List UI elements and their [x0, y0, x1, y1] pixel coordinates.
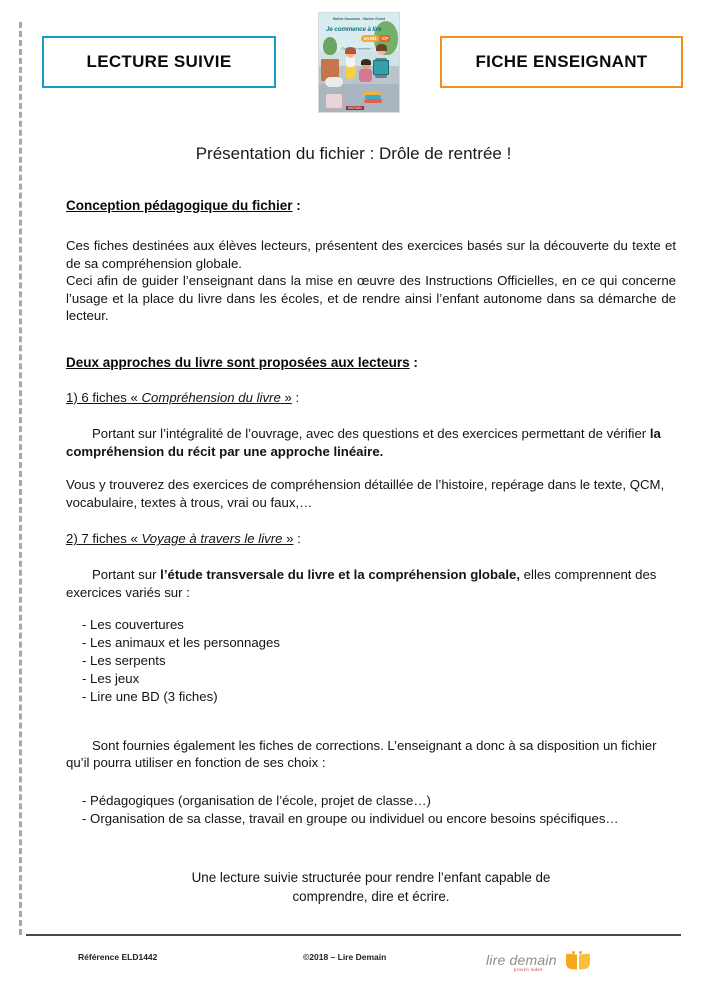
- section-heading-approches-colon: :: [409, 354, 418, 370]
- cover-level-badge: CP: [382, 36, 388, 41]
- approach-1-prefix: 1) 6 fiches «: [66, 389, 142, 405]
- approach-1-body-bold: la compréhension du récit par une approche linéaire.: [66, 425, 661, 459]
- paragraph-approach-2-body: [66, 566, 676, 601]
- cover-crate: [325, 93, 343, 109]
- lecture-suivie-badge: [42, 36, 276, 88]
- footer-copyright: ©2018 – Lire Demain: [303, 952, 387, 962]
- paragraph-conception-1: Ces fiches destinées aux élèves lecteurs, présentent des exercices basés sur la découverte du texte et de sa compréhension globale.: [66, 238, 676, 271]
- lire-demain-logo: [486, 946, 598, 976]
- list-item: - Les serpents: [82, 652, 166, 668]
- approach-1-suffix: »: [280, 389, 292, 405]
- approach-2-prefix: 2) 7 fiches «: [66, 531, 142, 547]
- closing-line-2: comprendre, dire et écrire.: [292, 889, 450, 905]
- cover-authors: Mathis Naumann - Marion Girard: [332, 17, 386, 21]
- book-cover-image: [318, 12, 400, 113]
- cover-publisher: NATHAN: [348, 106, 362, 110]
- approach-2-colon: :: [293, 531, 301, 547]
- cover-boy-book: [373, 60, 389, 75]
- corrections-bullet-list: [66, 792, 676, 828]
- approach-2-body-plain-2: elles comprennent des exercices variés sur :: [66, 567, 657, 600]
- approach-2-emphasis: Voyage à travers le livre: [141, 531, 283, 547]
- section-heading-approches-text: Deux approches du livre sont proposées aux lecteurs: [66, 354, 410, 370]
- fiche-enseignant-label: FICHE ENSEIGNANT: [475, 52, 648, 71]
- logo-tagline: proven ludes: [514, 967, 543, 972]
- cover-bd-badge: en BD: [361, 35, 379, 42]
- list-item: - Les jeux: [82, 671, 140, 687]
- section-heading-conception-text: Conception pédagogique du fichier: [66, 198, 293, 213]
- closing-line-1: Une lecture suivie structurée pour rendre l’enfant capable de: [191, 870, 551, 886]
- approach-2-suffix: »: [282, 531, 294, 547]
- footer-divider: [26, 934, 681, 936]
- approach-2-bullet-list: [66, 616, 676, 707]
- page-footer: [0, 946, 707, 986]
- paragraph-corrections-text: Sont fournies également les fiches de corrections. L’enseignant a donc à sa disposition un fichier qu’il pourra utiliser en fonction de ses choix :: [66, 737, 657, 771]
- section-heading-conception: [66, 198, 676, 213]
- paragraph-approach-1-body: [66, 425, 676, 460]
- book-sparkle-1: [572, 951, 575, 954]
- approach-1-colon: :: [291, 389, 300, 405]
- logo-wordmark: lire demain: [486, 952, 557, 968]
- approach-2-heading: [66, 531, 676, 546]
- page-title: Présentation du fichier : Drôle de rentrée !: [195, 144, 512, 163]
- document-body: [66, 198, 676, 906]
- section-heading-approches: [66, 355, 676, 370]
- book-page-right: [579, 953, 590, 969]
- approach-2-body-plain-1: Portant sur: [92, 567, 161, 583]
- list-item: - Pédagogiques (organisation de l’école, projet de classe…): [82, 792, 431, 808]
- section-heading-conception-colon: :: [292, 198, 301, 213]
- lecture-suivie-label: LECTURE SUIVIE: [86, 52, 232, 71]
- approach-1-body-plain: Portant sur l’intégralité de l’ouvrage, avec des questions et des exercices permettant de vérifier: [92, 425, 650, 441]
- page-header: [0, 0, 707, 125]
- cover-title: Je commence à lire: [326, 26, 382, 33]
- list-item: - Lire une BD (3 fiches): [82, 689, 218, 705]
- footer-reference: Référence ELD1442: [78, 952, 158, 962]
- approach-1-emphasis: Compréhension du livre: [141, 389, 281, 405]
- list-item: - Les couvertures: [82, 616, 184, 632]
- list-item: - Les animaux et les personnages: [82, 634, 280, 650]
- cover-subtitle: Drôle de rentrée !: [341, 46, 373, 51]
- book-page-left: [566, 953, 577, 969]
- open-book-icon: [566, 951, 590, 970]
- cover-child-hair: [361, 59, 371, 65]
- cover-book-stack-3: [364, 99, 382, 103]
- paragraph-conception-2: Ceci afin de guider l’enseignant dans la mise en œuvre des Instructions Officielles, en ce qui concerne l’usage et la place du livre dans les écoles, et de rendre ainsi l’enfant autonome dans sa démarche de lecteur.: [66, 273, 676, 324]
- fiche-enseignant-badge: [440, 36, 683, 88]
- paragraph-corrections: [66, 737, 676, 772]
- list-item: - Organisation de sa classe, travail en groupe ou individuel ou encore besoins spécifiques…: [82, 810, 619, 826]
- book-sparkle-2: [579, 951, 582, 954]
- cover-child-body: [359, 69, 372, 82]
- paragraph-approach-1-detail: Vous y trouverez des exercices de compréhension détaillée de l’histoire, repérage dans le texte, QCM, vocabulaire, textes à trous, vrai ou faux,…: [66, 477, 665, 510]
- cover-dog-icon: [325, 77, 343, 87]
- approach-1-heading: [66, 390, 676, 405]
- approach-2-body-bold: l’étude transversale du livre et la compréhension globale,: [160, 567, 521, 583]
- cover-girl-skirt: [345, 65, 356, 79]
